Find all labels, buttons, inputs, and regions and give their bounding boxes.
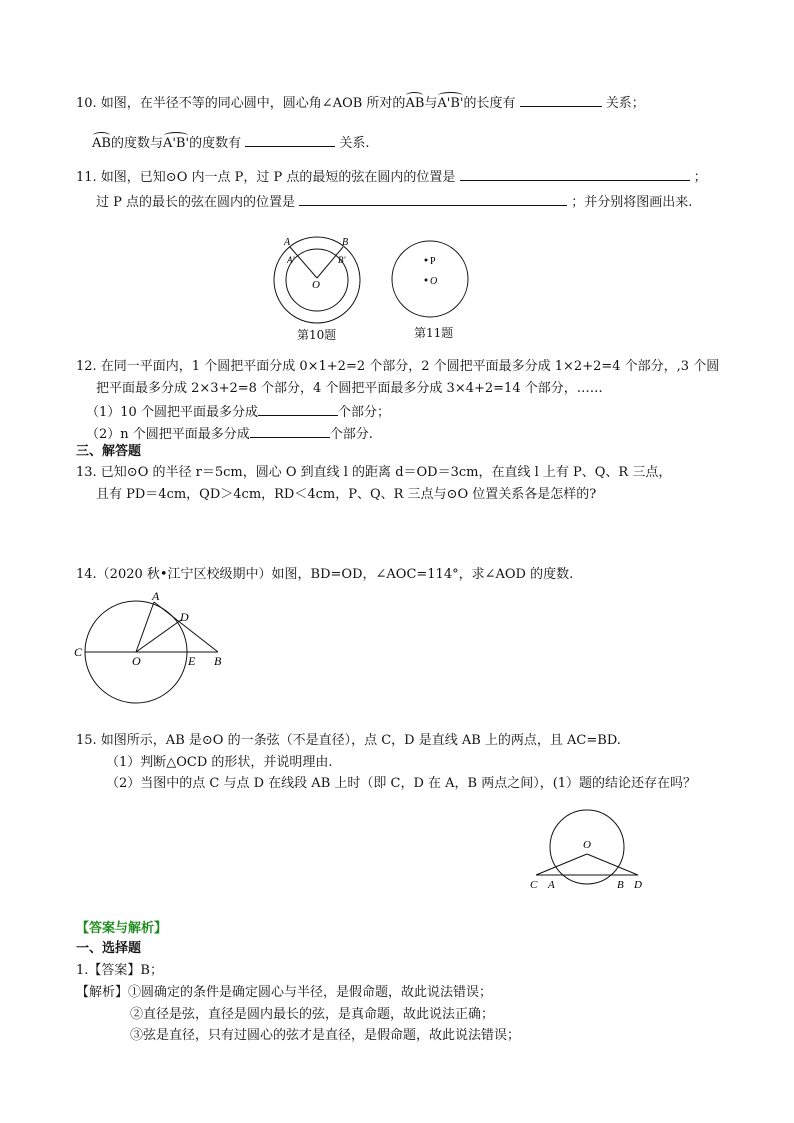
q13-line2: 且有 PD＝4cm，QD＞4cm，RD＜4cm，P、Q、R 三点与⊙O 位置关系各是怎样的? [96,487,597,502]
q15-sub1: （1）判断△OCD 的形状，并说明理由. [106,755,333,770]
fig15-label-b: B [617,879,624,891]
q10-text-e: 的度数有 [189,136,242,151]
arc-a-prime-b-prime: A'B' [437,96,464,111]
q13-line1: 13. 已知⊙O 的半径 r＝5cm，圆心 O 到直线 l 的距离 d＝OD＝3cm，在直线 l 上有 P、Q、R 三点， [76,465,672,480]
fig11-point-p [425,259,428,262]
section-3-heading: 三、解答题 [76,444,142,459]
q11-line2 [96,192,692,212]
q10-text-a: 10. 如图，在半径不等的同心圆中，圆心角∠AOB 所对的 [76,96,406,111]
q11-blank-2[interactable] [299,192,567,206]
figure-15 [524,808,654,893]
analysis-label: 【解析】 [76,985,129,1000]
q10-text-d: 的度数与 [110,136,163,151]
q10-text-c: 关系； [605,96,645,111]
q11-text-c: 过 P 点的最长的弦在圆内的位置是 [96,195,296,210]
fig15-label-a: A [548,879,555,891]
fig14-label-e: E [188,654,196,668]
fig15-label-o: O [583,839,591,851]
q10-line2 [92,133,370,153]
fig15-label-d: D [634,879,642,891]
q11-line1 [76,167,707,187]
q12-sub2-tail: 个部分. [329,427,373,442]
q11-blank-1[interactable] [460,167,690,181]
fig10-caption: 第10题 [297,328,337,342]
arc-ab-2: AB [92,136,111,151]
q11-text-b: ； [693,170,707,185]
fig14-label-c: C [74,645,83,659]
q12-sub1-tail: 个部分； [337,405,390,420]
q11-text-d: ；并分别将图画出来. [571,195,693,210]
analysis-line-1 [76,984,492,1002]
fig11-caption: 第11题 [414,326,454,340]
q10-yu: 与 [424,96,438,111]
fig11-label-o: O [430,276,438,287]
q10-line1 [76,93,645,113]
fig11-label-p: P [430,256,436,267]
q10-blank-1[interactable] [520,93,602,107]
answers-heading: 【答案与解析】 [76,921,168,936]
fig10-label-o: O [312,279,320,291]
fig10-label-b-prime: B' [338,255,346,265]
fig10-label-a: A [284,237,291,248]
fig14-label-a: A [152,589,160,603]
fig10-label-a-prime: A' [287,255,295,265]
q12-blank-1[interactable] [258,402,338,416]
fig14-label-b: B [214,654,222,668]
figure-10 [270,232,370,332]
fig14-oa [136,602,154,652]
fig14-label-o: O [132,654,141,668]
analysis-item-3: ③弦是直径，只有过圆心的弦才是直径，是假命题，故此说法错误； [130,1028,521,1043]
q12-sub1 [86,402,390,422]
figure-11 [388,235,478,325]
fig15-od [587,854,638,875]
q15-sub2: （2）当图中的点 C 与点 D 在线段 AB 上时（即 C，D 在 A，B 两点之间），(1）题的结论还存在吗？ [106,776,697,791]
analysis-item-2: ②直径是弦，直径是圆内最长的弦，是真命题，故此说法正确； [130,1007,495,1022]
fig10-label-b: B [342,237,349,248]
q12-blank-2[interactable] [250,424,330,438]
arc-a-prime-b-prime-2: A'B' [162,136,190,151]
q15-line1: 15. 如图所示，AB 是⊙O 的一条弦（不是直径），点 C，D 是直线 AB 上的两点，且 AC=BD. [76,733,621,748]
analysis-item-1: ①圆确定的条件是确定圆心与半径，是假命题，故此说法错误； [128,985,493,1000]
fig15-label-c: C [530,879,538,891]
q12-line1: 12. 在同一平面内，1 个圆把平面分成 0×1+2=2 个部分，2 个圆把平面最多分成 1×2+2=4 个部分，,3 个圆 [76,359,720,374]
q10-blank-2[interactable] [245,133,335,147]
q12-line2: 把平面最多分成 2×3+2=8 个部分，4 个圆把平面最多分成 3×4+2=14 个部分，…… [96,381,603,396]
q12-sub1-text: （1）10 个圆把平面最多分成 [86,405,258,420]
fig11-point-o [425,279,428,282]
q14-line1: 14.（2020 秋•江宁区校级期中）如图，BD=OD，∠AOC=114°，求∠AOD 的度数. [76,567,574,582]
q12-sub2-text: （2）n 个圆把平面最多分成 [86,427,250,442]
fig14-od [136,620,181,652]
q11-text-a: 11. 如图，已知⊙O 内一点 P，过 P 点的最短的弦在圆内的位置是 [76,170,456,185]
answer-1: 1.【答案】B； [76,963,163,978]
fig14-label-d: D [180,610,189,624]
fig15-oc [536,854,587,875]
figure-14 [70,588,230,708]
answers-section-1: 一、选择题 [76,941,142,956]
q10-text-f: 关系. [339,136,370,151]
q12-sub2 [86,424,373,444]
arc-ab: AB [405,96,425,111]
q10-text-b: 的长度有 [463,96,516,111]
